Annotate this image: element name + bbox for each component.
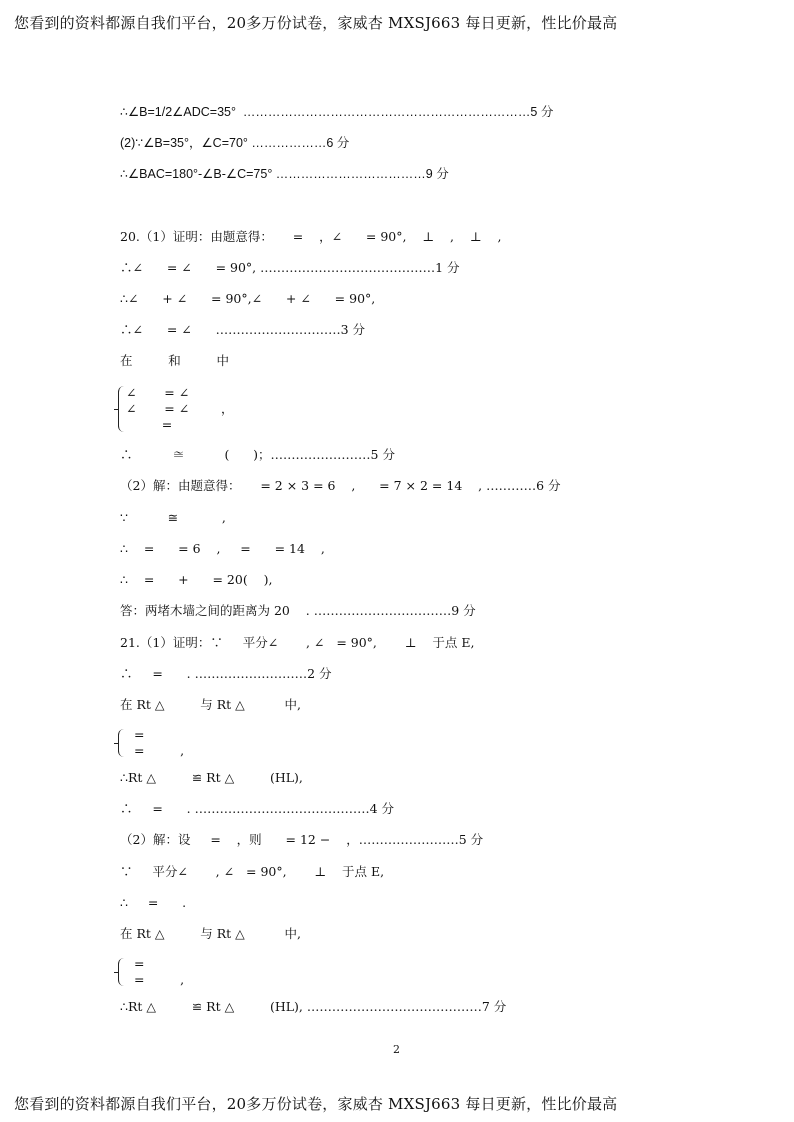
solution-line: ∴ = = 6 , = = 14 , xyxy=(120,541,325,556)
solution-line: 在 和 中 xyxy=(120,353,230,368)
solution-line: ∴Rt △ ≌ Rt △ (HL), xyxy=(120,770,303,785)
system-brace xyxy=(118,729,124,757)
solution-line: ∴ ≅ ( )；……………………5 分 xyxy=(120,447,395,462)
answer-line: 答：两堵木墙之间的距离为 20 . ……………………………9 分 xyxy=(120,603,476,618)
solution-line: （2）解：由题意得： = 2 × 3 = 6 , = 7 × 2 = 14 , …………6 分 xyxy=(120,478,561,493)
problem-20-heading: 20.（1）证明：由题意得： = ，∠ = 90°, ⊥ , ⊥ , xyxy=(120,229,502,244)
solution-line: ∴ = . ………………………2 分 xyxy=(120,666,332,681)
solution-line: ∴∠ = ∠ = 90°, ……………………………………1 分 xyxy=(120,260,460,275)
system-line: ∠ = ∠ ， xyxy=(126,401,234,416)
system-brace xyxy=(118,958,124,986)
solution-line: ∴∠ + ∠ = 90°,∠ + ∠ = 90°, xyxy=(120,291,376,306)
solution-line: ∵ ≅ , xyxy=(120,510,226,525)
solution-line: ∵ 平分∠ , ∠ = 90°, ⊥ 于点 E, xyxy=(120,864,385,879)
solution-line: ∴∠BAC=180°-∠B-∠C=75° ………………………………9 分 xyxy=(120,167,449,181)
solution-line: 在 Rt △ 与 Rt △ 中, xyxy=(120,926,301,941)
system-line: = , xyxy=(126,972,185,987)
problem-21-heading: 21.（1）证明：∵ 平分∠ , ∠ = 90°, ⊥ 于点 E, xyxy=(120,635,475,650)
system-line: ∠ = ∠ xyxy=(126,385,190,400)
system-line: = xyxy=(126,727,145,742)
system-line: = xyxy=(126,417,173,432)
solution-line: ∴ = . xyxy=(120,895,187,910)
solution-line: ∴∠B=1/2∠ADC=35° ……………………………………………………………5 分 xyxy=(120,105,554,119)
solution-line: (2)∵∠B=35°，∠C=70° ………………6 分 xyxy=(120,136,350,150)
solution-line: （2）解：设 = ，则 = 12 − ，……………………5 分 xyxy=(120,832,484,847)
solution-line: ∴∠ = ∠ …………………………3 分 xyxy=(120,322,366,337)
system-line: = xyxy=(126,956,145,971)
page-number: 2 xyxy=(393,1043,400,1056)
solution-line: ∴ = . ……………………………………4 分 xyxy=(120,801,395,816)
solution-line: ∴Rt △ ≌ Rt △ (HL), ……………………………………7 分 xyxy=(120,999,507,1014)
solution-line: ∴ = + = 20( ), xyxy=(120,572,273,587)
system-brace xyxy=(118,386,124,432)
system-line: = , xyxy=(126,743,185,758)
footer-banner: 您看到的资料都源自我们平台，20多万份试卷，家威杏 MXSJ663 每日更新，性比价最高 xyxy=(14,1095,618,1113)
header-banner: 您看到的资料都源自我们平台，20多万份试卷，家威杏 MXSJ663 每日更新，性比价最高 xyxy=(14,14,618,32)
solution-line: 在 Rt △ 与 Rt △ 中, xyxy=(120,697,301,712)
